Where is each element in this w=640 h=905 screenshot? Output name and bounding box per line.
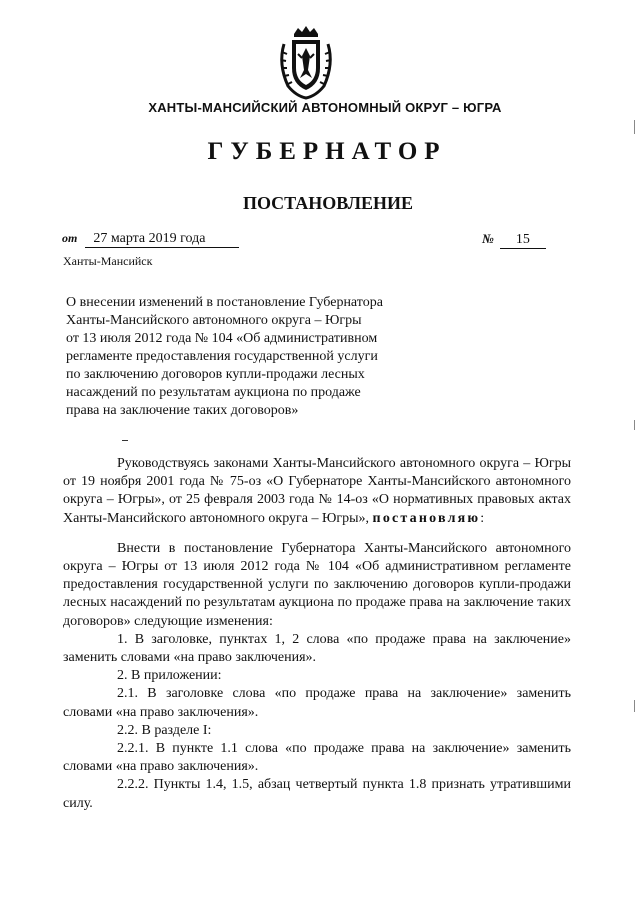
city-name: Ханты-Мансийск — [63, 254, 153, 268]
coat-of-arms-icon — [274, 24, 338, 100]
paragraph-gap — [63, 528, 571, 540]
date-field — [62, 231, 239, 248]
subject-line: по заключению договоров купли-продажи лесных — [66, 367, 365, 382]
decree-verb: постановляю — [372, 510, 481, 526]
document-type: ПОСТАНОВЛЕНИЕ — [242, 193, 414, 213]
number-prefix: № — [482, 231, 494, 246]
subject-line: регламенте предоставления государственной услуги — [66, 349, 378, 364]
subject-line: насаждений по результатам аукциона по продаже — [66, 385, 361, 400]
paragraph: 2.2.2. Пункты 1.4, 1.5, абзац четвертый пункта 1.8 признать утратившими силу. — [63, 777, 571, 811]
decree-body — [63, 455, 571, 813]
scan-edge-mark — [634, 120, 635, 134]
official-title: ГУБЕРНАТОР — [207, 138, 447, 165]
intro-text: Руководствуясь законами Ханты-Мансийского автономного округа – Югры от 19 ноября 2001 года № 75-оз «О Губернаторе Ханты-Мансийского автономного округа – Югры», от 25 февраля 2003 года № 14-оз «О нормативных правовых актах Ханты-Мансийского автономного округа – Югры», — [63, 456, 571, 526]
subject-line: права на заключение таких договоров» — [66, 403, 299, 418]
region-title: ХАНТЫ-МАНСИЙСКИЙ АВТОНОМНЫЙ ОКРУГ – ЮГРА — [148, 100, 502, 115]
scan-mark — [122, 440, 128, 441]
intro-paragraph — [63, 455, 571, 528]
decree-subject — [66, 294, 406, 420]
subject-line: Ханты-Мансийского автономного округа – Югры — [66, 313, 362, 328]
number-field — [482, 231, 546, 249]
paragraph: 2.2. В разделе I: — [117, 722, 212, 738]
subject-line: О внесении изменений в постановление Губернатора — [66, 295, 383, 310]
paragraph: Внести в постановление Губернатора Ханты-Мансийского автономного округа – Югры от 13 июля 2012 года № 104 «Об административном регламенте предоставления государственной услуги по заключению договоров купли-продажи лесных насаждений по результатам аукциона по продаже права на заключение таких договоров» следующие изменения: — [63, 540, 571, 629]
scan-edge-mark — [634, 700, 635, 712]
paragraph: 2. В приложении: — [117, 668, 222, 684]
intro-end: : — [480, 510, 485, 526]
scan-edge-mark — [634, 420, 635, 430]
subject-line: от 13 июля 2012 года № 104 «Об административном — [66, 331, 378, 346]
paragraph: 2.2.1. В пункте 1.1 слова «по продаже права на заключение» заменить словами «на право заключения». — [63, 741, 571, 775]
decree-number: 15 — [500, 232, 546, 249]
paragraph: 1. В заголовке, пунктах 1, 2 слова «по продаже права на заключение» заменить словами «на право заключения». — [63, 631, 571, 666]
paragraph: 2.1. В заголовке слова «по продаже права на заключение» заменить словами «на право заключения». — [63, 686, 571, 720]
decree-date: 27 марта 2019 года — [85, 231, 239, 248]
date-prefix: от — [62, 231, 78, 245]
